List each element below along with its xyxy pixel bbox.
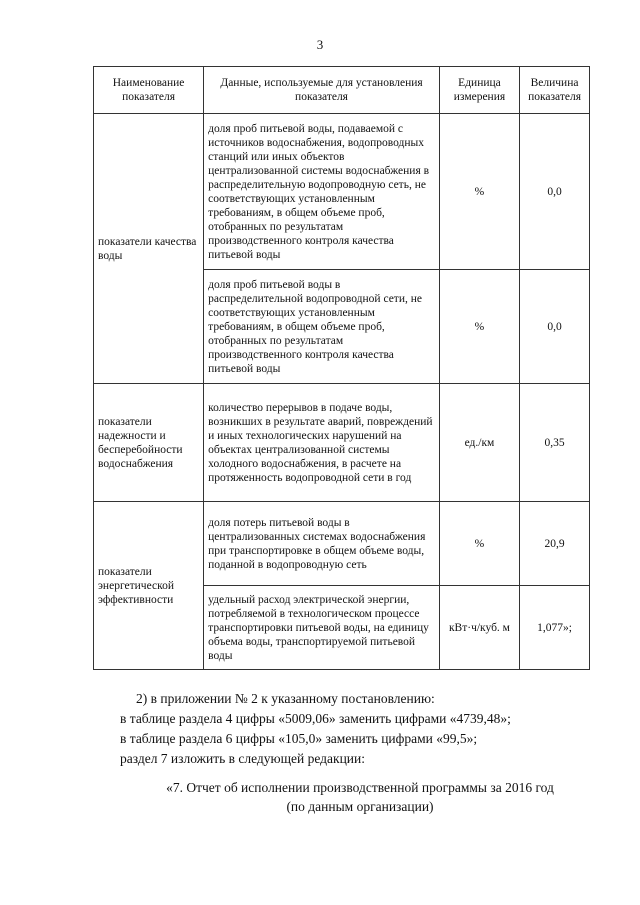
header-source-data: Данные, используемые для установления показателя [204, 67, 440, 114]
row-unit: % [439, 114, 519, 270]
row-unit: кВт·ч/куб. м [439, 586, 519, 670]
row-unit: % [439, 270, 519, 384]
section-heading-line1: «7. Отчет об исполнении производственной программы за 2016 год [166, 780, 554, 795]
indicators-table [93, 66, 590, 670]
header-value: Величина показателя [520, 67, 590, 114]
row-value: 0,35 [520, 384, 590, 502]
row-data: доля проб питьевой воды в распределительной водопроводной сети, не соответствующих установленным требованиям, в общем объеме проб, отобранных по результатам производственного контроля качества питьевой воды [204, 270, 440, 384]
row-data: доля проб питьевой воды, подаваемой с источников водоснабжения, водопроводных станций или иных объектов централизованной системы водоснабжения в распределительную водопроводную сеть, не соответствующих установленным требованиям, в общем объеме проб, отобранных по результатам производственного контроля качества питьевой воды [204, 114, 440, 270]
section-heading-line2: (по данным организации) [286, 799, 434, 814]
paragraph-section6: в таблице раздела 6 цифры «105,0» заменить цифрами «99,5»; [120, 731, 478, 746]
row-data: удельный расход электрической энергии, потребляемой в технологическом процессе транспортировки питьевой воды, на единицу объема воды, транспортируемой питьевой воды [204, 586, 440, 670]
row-value: 1,077»; [520, 586, 590, 670]
row-value: 0,0 [520, 270, 590, 384]
table-row [94, 384, 590, 502]
table-row [94, 114, 590, 270]
paragraph-appendix: 2) в приложении № 2 к указанному постановлению: [136, 691, 435, 706]
row-value: 0,0 [520, 114, 590, 270]
row-unit: ед./км [439, 384, 519, 502]
table-row [94, 502, 590, 586]
table-header-row [94, 67, 590, 114]
header-indicator-name: Наименование показателя [94, 67, 204, 114]
group-name-reliability: показатели надежности и бесперебойности водоснабжения [94, 384, 204, 502]
group-name-quality: показатели качества воды [94, 114, 204, 384]
paragraph-section4: в таблице раздела 4 цифры «5009,06» заменить цифрами «4739,48»; [120, 711, 511, 726]
row-data: количество перерывов в подаче воды, возникших в результате аварий, повреждений и иных технологических нарушений на объектах централизованной системы холодного водоснабжения, в расчете на протяженность водопроводной сети в год [204, 384, 440, 502]
row-unit: % [439, 502, 519, 586]
page-number: 3 [316, 37, 324, 52]
row-value: 20,9 [520, 502, 590, 586]
group-name-energy: показатели энергетической эффективности [94, 502, 204, 670]
header-unit: Единица измерения [439, 67, 519, 114]
paragraph-section7: раздел 7 изложить в следующей редакции: [120, 751, 366, 766]
row-data: доля потерь питьевой воды в централизованных системах водоснабжения при транспортировке в общем объеме воды, поданной в водопроводную сеть [204, 502, 440, 586]
